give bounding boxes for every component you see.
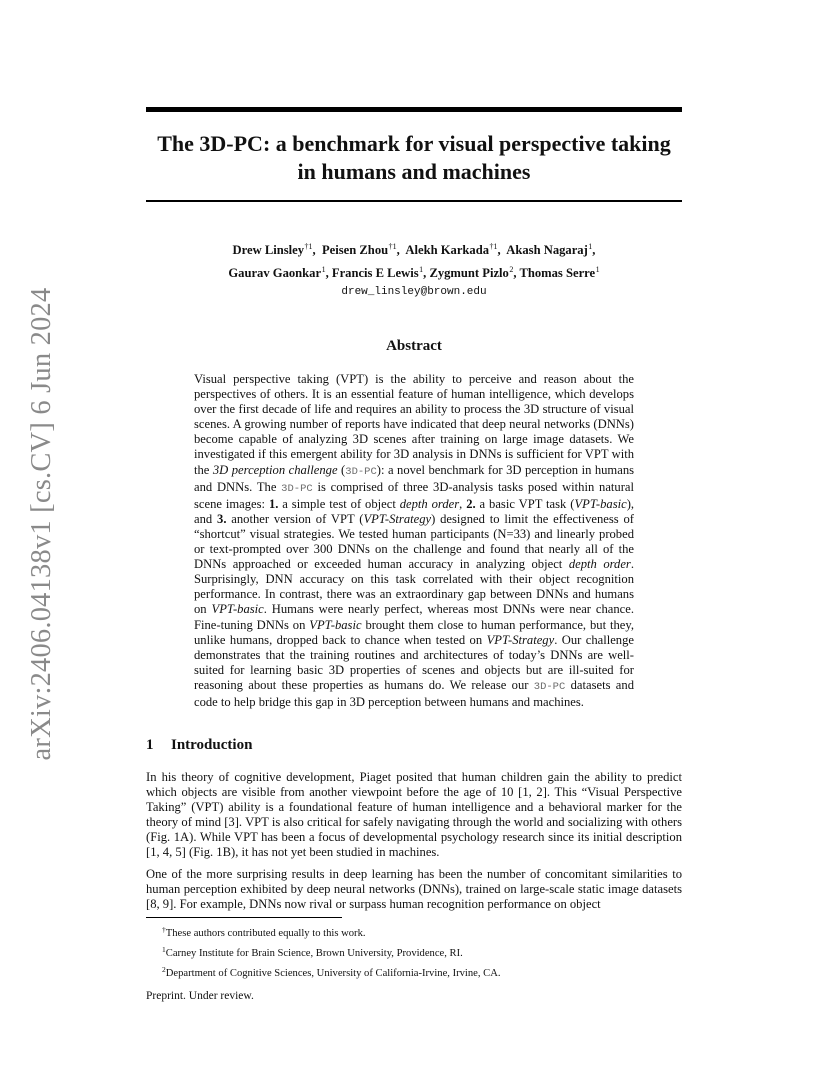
- author-name: Gaurav Gaonkar: [228, 266, 322, 280]
- author-affiliation-mark: 1: [595, 265, 600, 274]
- section-title: Introduction: [171, 737, 253, 753]
- paper-title-line-2: in humans and machines: [297, 159, 531, 184]
- section-heading: [146, 737, 252, 754]
- preprint-note: Preprint. Under review.: [146, 990, 254, 1002]
- footnote: †These authors contributed equally to this work.: [162, 925, 366, 939]
- author-name: Francis E Lewis: [331, 266, 419, 280]
- title-top-rule: [146, 107, 682, 112]
- author-affiliation-mark: †1: [489, 242, 498, 251]
- benchmark-code: 3D-PC: [281, 482, 313, 495]
- benchmark-code: 3D-PC: [345, 465, 377, 478]
- intro-paragraph: In his theory of cognitive development, Piaget posited that human children gain the ability to predict which objects are visible from another viewpoint before the age of 10 [1, 2]. This “Visual Perspective Taking” (VPT) ability is a foundational feature of human intelligence and a behavioral marker for the theory of mind [3]. VPT is also critical for safely navigating through the world and socializing with others (Fig. 1A). While VPT has been a focus of developmental psychology research since its initial description [1, 4, 5] (Fig. 1B), it has not yet been studied in machines.: [146, 770, 682, 860]
- footnote-rule: [146, 917, 342, 918]
- author-name: Thomas Serre: [519, 266, 596, 280]
- author-affiliation-mark: 2: [509, 265, 514, 274]
- arxiv-stamp-text: arXiv:2406.04138v1 [cs.CV] 6 Jun 2024: [26, 287, 57, 761]
- title-bottom-rule: [146, 200, 682, 202]
- abstract-body: Visual perspective taking (VPT) is the ability to perceive and reason about the perspectives of others. It is an essential feature of human intelligence, which develops over the first decade of life and requires an ability to process the 3D structure of visual scenes. A growing number of reports have indicated that deep neural networks (DNNs) become capable of analyzing 3D scenes after training on large image datasets. We investigated if this emergent ability for 3D analysis in DNNs is sufficient for VPT with the 3D perception challenge (3D-PC): a novel benchmark for 3D perception in humans and DNNs. The 3D-PC is comprised of three 3D-analysis tasks posed within natural scene images: 1. a simple test of object depth order, 2. a basic VPT task (VPT-basic), and 3. another version of VPT (VPT-Strategy) designed to limit the effectiveness of “shortcut” visual strategies. We tested human participants (N=33) and linearly probed or text-prompted over 300 DNNs on the challenge and found that nearly all of the DNNs approached or exceeded human accuracy in analyzing object depth order. Surprisingly, DNN accuracy on this task correlated with their object recognition performance. In contrast, there was an extraordinary gap between DNNs and humans on VPT-basic. Humans were nearly perfect, whereas most DNNs were near chance. Fine-tuning DNNs on VPT-basic brought them close to human performance, but they, unlike humans, dropped back to chance when tested on VPT-Strategy. Our challenge demonstrates that the training routines and architectures of today’s DNNs are well-suited for learning basic 3D properties of scenes and objects but are ill-suited for reasoning about these properties as humans do. We release our 3D-PC datasets and code to help bridge this gap in 3D perception between humans and machines.: [194, 372, 635, 709]
- footnote: $^2$Department of Cognitive Sciences, University of California-Irvine, Irvine, CA.: [162, 964, 501, 979]
- arxiv-stamp: [26, 287, 58, 761]
- author-name: Drew Linsley: [232, 243, 305, 257]
- footnote: $^1$Carney Institute for Brain Science, Brown University, Providence, RI.: [162, 944, 463, 959]
- author-name: Zygmunt Pizlo: [429, 266, 509, 280]
- benchmark-code: 3D-PC: [533, 680, 566, 693]
- author-affiliation-mark: †1: [388, 242, 397, 251]
- contact-email[interactable]: drew_linsley@brown.edu: [341, 286, 487, 298]
- author-list: [146, 237, 682, 283]
- intro-paragraph: One of the more surprising results in deep learning has been the number of concomitant similarities to human perception exhibited by deep neural networks (DNNs), trained on large-scale static image datasets [8, 9]. For example, DNNs now rival or surpass human recognition performance on object: [146, 867, 682, 912]
- author-affiliation-mark: 1: [419, 265, 424, 274]
- abstract-heading: Abstract: [386, 338, 442, 354]
- paper-title-line-1: The 3D-PC: a benchmark for visual perspective taking: [157, 131, 671, 156]
- paper-title: [146, 130, 682, 186]
- author-name: Alekh Karkada: [405, 243, 490, 257]
- author-name: Akash Nagaraj: [506, 243, 588, 257]
- author-affiliation-mark: 1: [321, 265, 326, 274]
- author-name: Peisen Zhou: [321, 243, 389, 257]
- author-affiliation-mark: 1: [588, 242, 593, 251]
- author-affiliation-mark: †1: [304, 242, 313, 251]
- section-number: 1: [146, 737, 154, 753]
- author-line-2: Gaurav Gaonkar$^1$, Francis E Lewis$^1$, Zygmunt Pizlo$^2$, Thomas Serre$^1$: [228, 265, 600, 280]
- challenge-name: 3D perception challenge: [212, 462, 338, 477]
- footnotes: [162, 922, 682, 981]
- author-line-1: Drew Linsley$^{\dagger 1}$, Peisen Zhou$^{\dagger 1}$, Alekh Karkada$^{\dagger 1}$, Akash Nagaraj$^1$,: [232, 242, 596, 257]
